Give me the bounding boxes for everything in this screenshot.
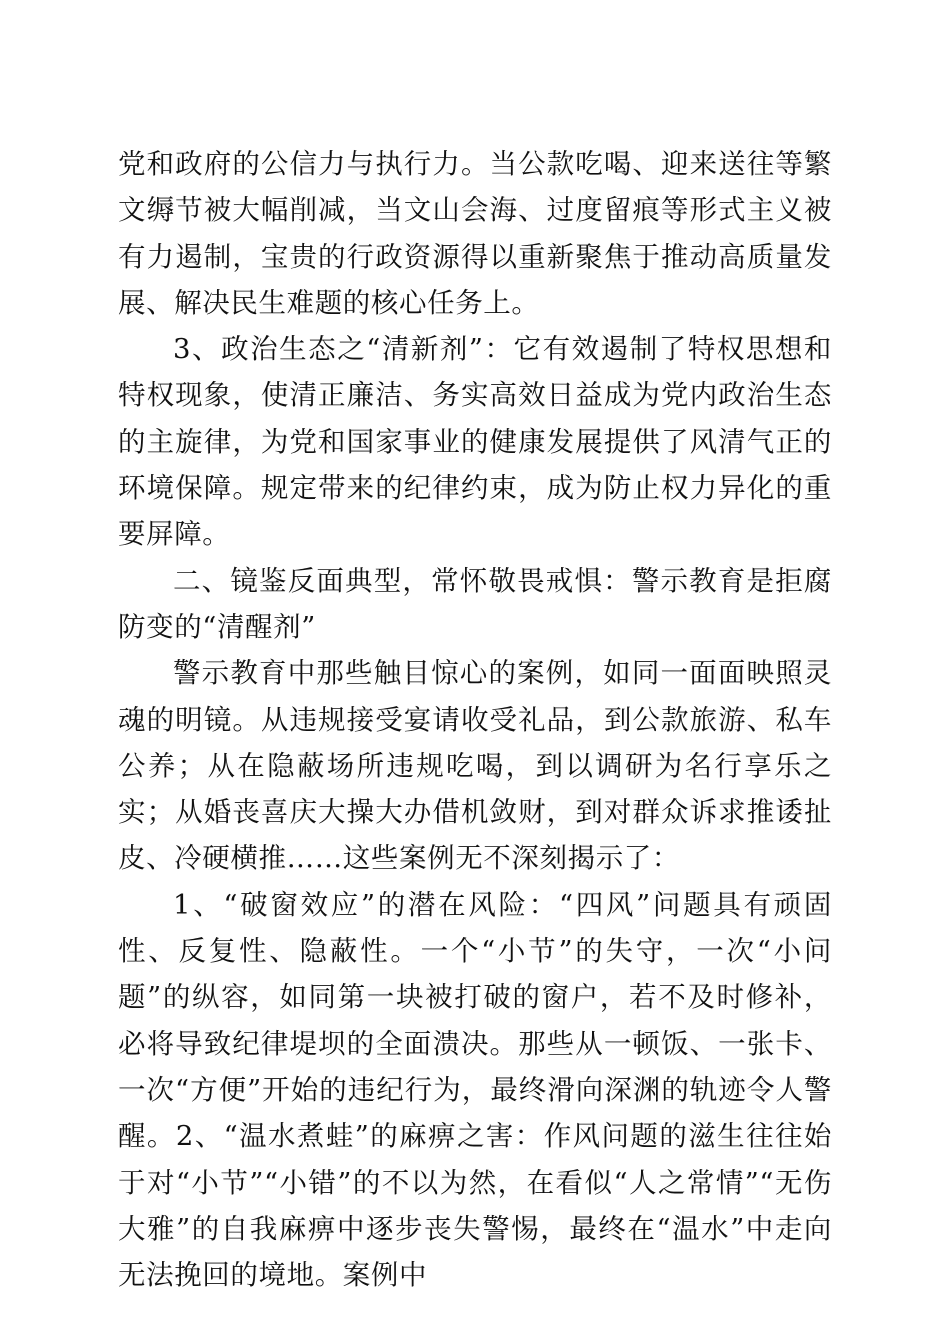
- paragraph-political-ecology: 3、政治生态之“清新剂”：它有效遏制了特权思想和特权现象，使清正廉洁、务实高效日益成为党内政治生态的主旋律，为党和国家事业的健康发展提供了风清气正的环境保障。规定带来的纪律约束，成为防止权力异化的重要屏障。: [118, 333, 832, 551]
- paragraph-continuation: 党和政府的公信力与执行力。当公款吃喝、迎来送往等繁文缛节被大幅削减，当文山会海、过度留痕等形式主义被有力遏制，宝贵的行政资源得以重新聚焦于推动高质量发展、解决民生难题的核心任务上。: [118, 148, 832, 319]
- paragraph-broken-window-effect: 1、“破窗效应”的潜在风险：“四风”问题具有顽固性、反复性、隐蔽性。一个“小节”的失守，一次“小问题”的纵容，如同第一块被打破的窗户，若不及时修补，必将导致纪律堤坝的全面溃决。那些从一顿饭、一张卡、一次“方便”开始的违纪行为，最终滑向深渊的轨迹令人警醒。2、“温水煮蛙”的麻痹之害：作风问题的滋生往往始于对“小节”“小错”的不以为然，在看似“人之常情”“无伤大雅”的自我麻痹中逐步丧失警惕，最终在“温水”中走向无法挽回的境地。案例中: [118, 888, 832, 1292]
- section-heading-warning-education: 二、镜鉴反面典型，常怀敬畏戒惧：警示教育是拒腐防变的“清醒剂”: [118, 564, 832, 643]
- paragraph-warning-cases: 警示教育中那些触目惊心的案例，如同一面面映照灵魂的明镜。从违规接受宴请收受礼品，到公款旅游、私车公养；从在隐蔽场所违规吃喝，到以调研为名行享乐之实；从婚丧喜庆大操大办借机敛财，到对群众诉求推诿扯皮、冷硬横推……这些案例无不深刻揭示了：: [118, 657, 832, 875]
- document-body: [118, 141, 832, 1298]
